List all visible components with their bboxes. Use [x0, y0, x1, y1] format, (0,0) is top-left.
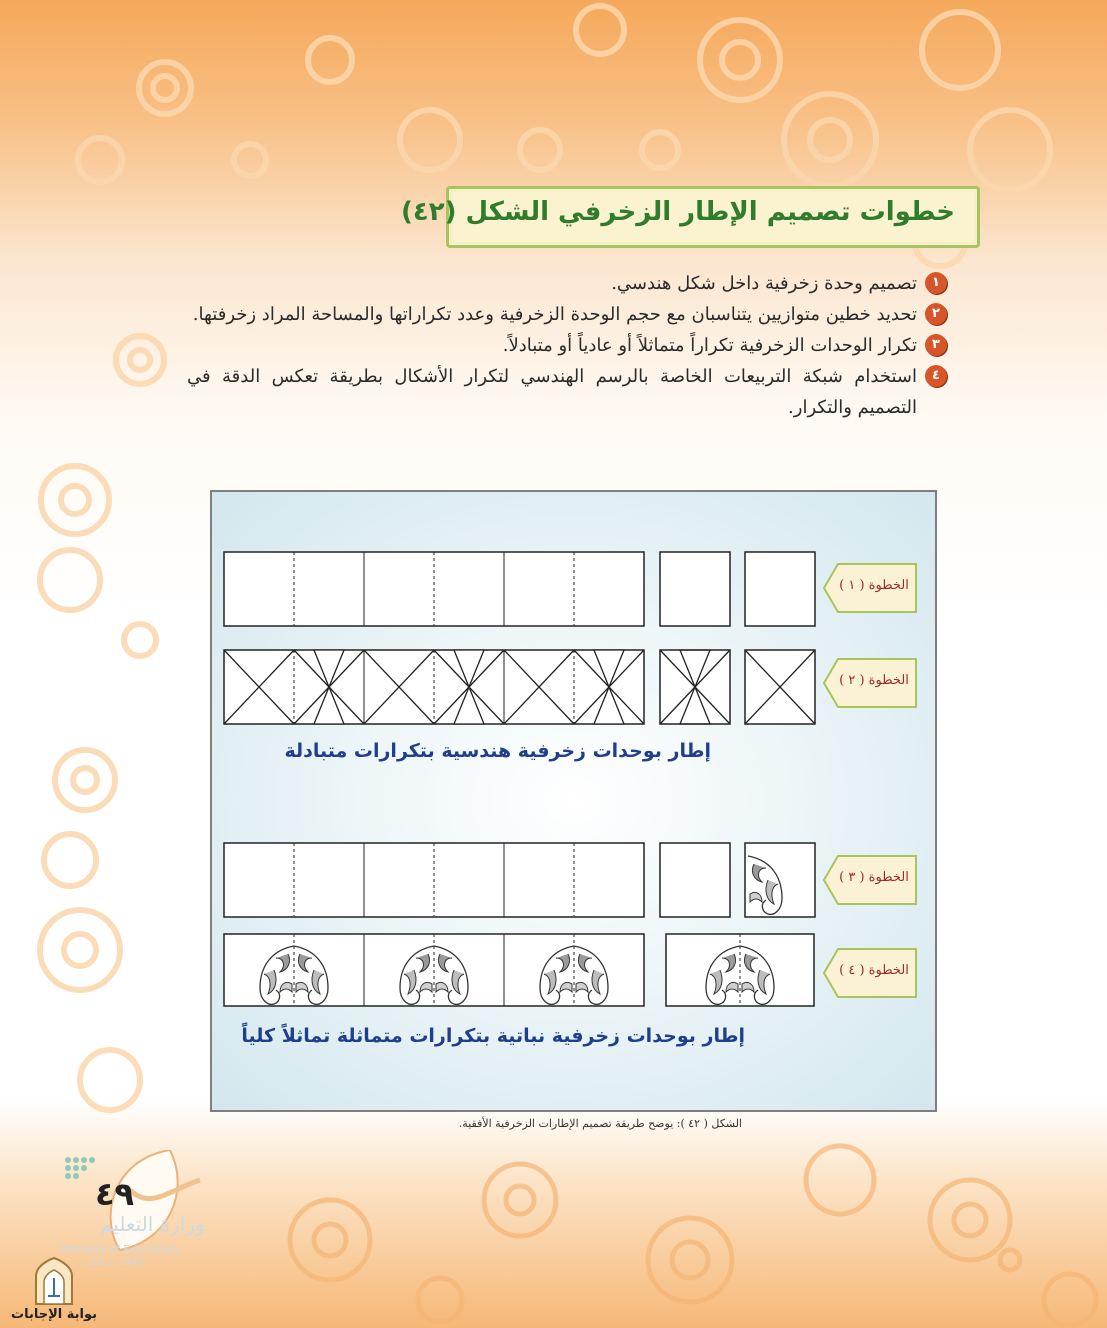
step-tag-2 — [826, 659, 918, 709]
step-text: تصميم وحدة زخرفية داخل شكل هندسي. — [611, 273, 917, 294]
section-title: خطوات تصميم الإطار الزخرفي الشكل (٤٢) — [400, 197, 955, 227]
step-tag-1 — [826, 564, 918, 614]
step-text: تحديد خطين متوازيين يتناسبان مع حجم الوحدة الزخرفية وعدد تكراراتها والمساحة المراد زخرفتها. — [192, 304, 917, 325]
ministry-name-english: Ministry of Education — [62, 1243, 179, 1256]
step-text: استخدام شبكة التربيعات الخاصة بالرسم الهندسي لتكرار الأشكال بطريقة تعكس الدقة في التصميم والتكرار. — [187, 366, 917, 418]
step-number-badge: ١ — [925, 272, 947, 294]
step-number-badge: ٣ — [925, 334, 947, 356]
step-2-row — [224, 650, 815, 724]
step-4-row — [224, 934, 814, 1006]
page-number: ٤٩ — [95, 1175, 135, 1213]
ministry-year: 2023 - 1445 — [88, 1258, 143, 1268]
step-1-row — [224, 552, 815, 626]
step-tag-label: الخطوة ( ١ ) — [839, 578, 909, 593]
step-tag-3 — [826, 856, 918, 906]
geometric-frame-caption: إطار بوحدات زخرفية هندسية بتكرارات متبادلة — [284, 740, 711, 762]
ministry-name-arabic: وزارة التعليم — [100, 1212, 205, 1236]
floral-frame-caption: إطار بوحدات زخرفية نباتية بتكرارات متماثلة تماثلاً كلياً — [241, 1025, 745, 1047]
mosque-icon — [4, 1256, 104, 1306]
step-3-row — [224, 843, 815, 917]
figure-caption: الشكل ( ٤٢ ): يوضح طريقة تصميم الإطارات الزخرفية الأفقية. — [458, 1117, 742, 1130]
step-number-badge: ٢ — [925, 303, 947, 325]
step-number-badge: ٤ — [925, 365, 947, 387]
step-tag-label: الخطوة ( ٢ ) — [839, 673, 909, 688]
step-tag-label: الخطوة ( ٤ ) — [839, 963, 909, 978]
step-tag-label: الخطوة ( ٣ ) — [839, 870, 909, 885]
step-tag-4 — [826, 949, 918, 999]
answers-portal-logo[interactable] — [4, 1256, 104, 1322]
step-text: تكرار الوحدات الزخرفية تكراراً متماثلاً أو عادياً أو متبادلاً. — [502, 335, 917, 356]
portal-name: بوابة الإجابات — [11, 1307, 97, 1322]
